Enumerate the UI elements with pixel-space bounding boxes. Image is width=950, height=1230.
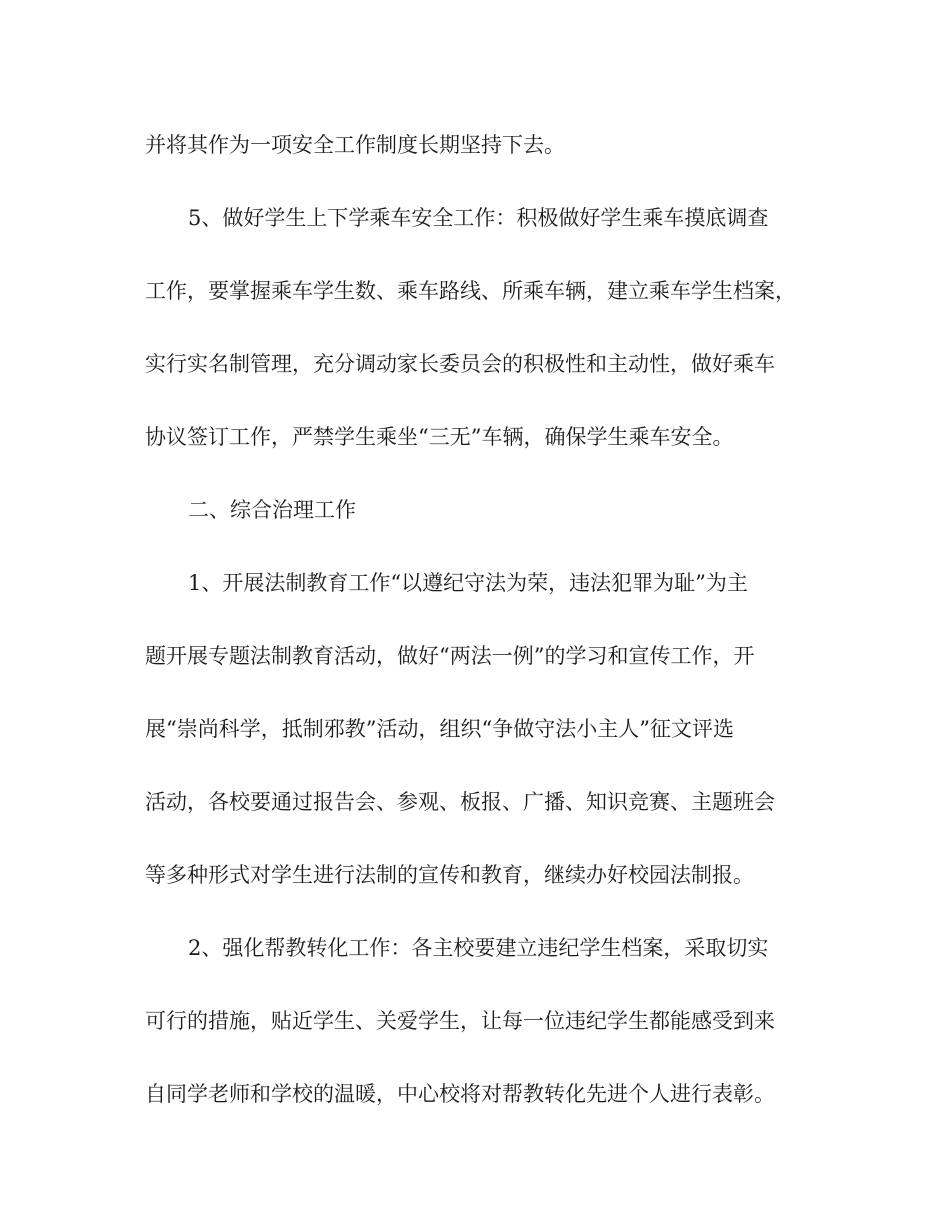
text-line: 题开展专题法制教育活动，做好“两法一例”的学习和宣传工作，开 <box>145 644 755 668</box>
text-line: 协议签订工作，严禁学生乘坐“三无”车辆，确保学生乘车安全。 <box>145 425 734 449</box>
text-line: 可行的措施，贴近学生、关爱学生，让每一位违纪学生都能感受到来 <box>145 1009 775 1033</box>
text-line: 实行实名制管理，充分调动家长委员会的积极性和主动性，做好乘车 <box>145 352 775 376</box>
section-heading: 二、综合治理工作 <box>188 498 356 522</box>
paragraph-heading-1: 1、开展法制教育工作“以遵纪守法为荣，违法犯罪为耻”为主 <box>188 571 748 595</box>
text-line: 工作，要掌握乘车学生数、乘车路线、所乘车辆，建立乘车学生档案， <box>145 279 796 303</box>
paragraph-heading-2: 2、强化帮教转化工作：各主校要建立违纪学生档案，采取切实 <box>188 936 769 960</box>
text-line: 活动，各校要通过报告会、参观、板报、广播、知识竞赛、主题班会 <box>145 790 775 814</box>
text-line: 展“崇尚科学，抵制邪教”活动，组织“争做守法小主人”征文评选 <box>145 717 734 741</box>
text-line: 自同学老师和学校的温暖，中心校将对帮教转化先进个人进行表彰。 <box>145 1082 775 1106</box>
paragraph-heading-5: 5、做好学生上下学乘车安全工作：积极做好学生乘车摸底调查 <box>188 206 769 230</box>
text-line: 并将其作为一项安全工作制度长期坚持下去。 <box>145 133 565 157</box>
text-line: 等多种形式对学生进行法制的宣传和教育，继续办好校园法制报。 <box>145 863 754 887</box>
